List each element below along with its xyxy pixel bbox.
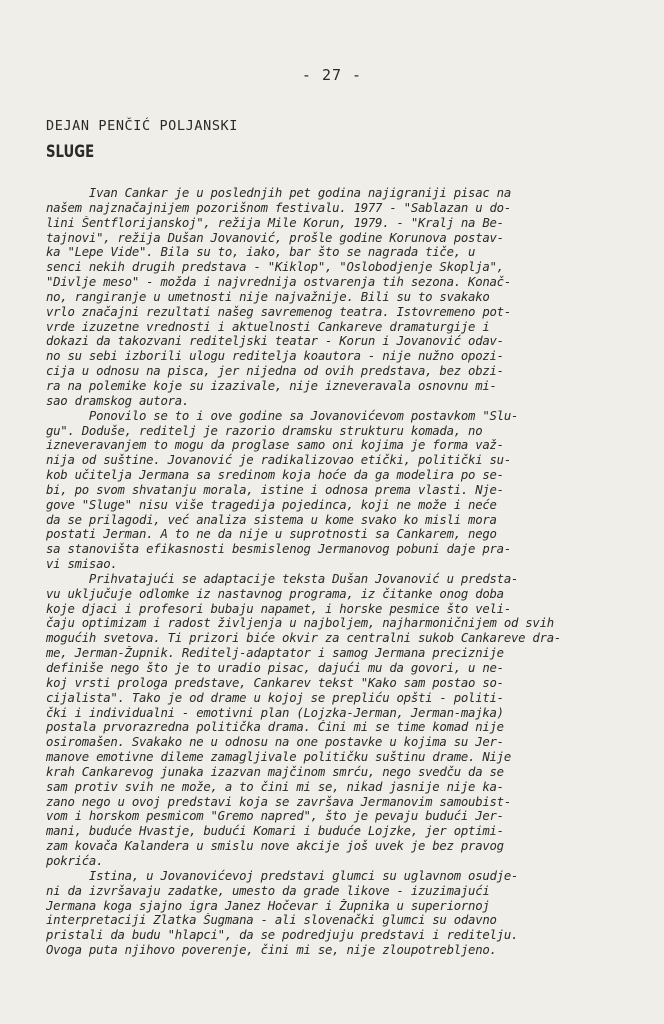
text-line: postala prvorazredna politička drama. Čini mi se time komad nije <box>46 720 504 735</box>
text-line: gu". Doduše, reditelj je razorio dramsku strukturu komada, no <box>46 423 483 438</box>
text-line: definiše nego što je to uradio pisac, dajući mu da govori, u ne- <box>46 661 504 675</box>
text-line: me, Jerman-Župnik. Reditelj-adaptator i samog Jermana preciznije <box>46 646 504 661</box>
text-line: vom i horskom pesmicom "Gremo napred", što je pevaju budući Jer- <box>46 809 504 824</box>
text-line: kob učitelja Jermana sa sredinom koja hoće da ga modelira po se- <box>46 468 504 483</box>
text-line: lini Šentflorijanskoj", režija Mile Korun, 1979. - "Kralj na Be- <box>46 215 504 230</box>
text-line: Prihvatajući se adaptacije teksta Dušan Jovanović u predsta- <box>46 571 519 586</box>
text-line: "Divlje meso" - možda i najvrednija ostvarenja tih sezona. Konač- <box>46 275 511 290</box>
text-line: krah Cankarevog junaka izazvan majčinom smrću, nego svedču da se <box>46 764 504 779</box>
text-line: manove emotivne dileme zamagljivale političku suštinu drame. Nije <box>46 750 511 765</box>
text-line: da se prilagodi, već analiza sistema u kome svako ko misli mora <box>46 512 497 527</box>
text-line: nija od suštine. Jovanović je radikalizovao etički, politički su- <box>46 453 511 468</box>
text-line: senci nekih drugih predstava - "Kiklop", "Oslobodjenje Skoplja", <box>46 260 504 275</box>
text-line: ni da izvršavaju zadatke, umesto da grade likove - izuzimajući <box>46 883 490 898</box>
text-line: Ponovilo se to i ove godine sa Jovanovićevom postavkom "Slu- <box>46 408 519 423</box>
text-line: cijalista". Tako je od drame u kojoj se prepliću opšti - politi- <box>46 690 504 705</box>
text-line: Ovoga puta njihovo poverenje, čini mi se, nije zloupotrebljeno. <box>46 943 497 958</box>
text-line: vu uključuje odlomke iz nastavnog programa, iz čitanke onog doba <box>46 586 504 601</box>
text-line: čki i individualni - emotivni plan (Lojzka-Jerman, Jerman-majka) <box>46 705 504 720</box>
text-line: našem najznačajnijem pozorišnom festivalu. 1977 - "Sablazan u do- <box>46 200 511 215</box>
text-line: dokazi da takozvani rediteljski teatar - Korun i Jovanović odav- <box>46 334 504 349</box>
text-line: cija u odnosu na pisca, jer nijedna od ovih predstava, bez obzi- <box>46 364 504 379</box>
text-line: ra na polemike koje su izazivale, nije izneveravala osnovnu mi- <box>46 378 497 393</box>
text-line: postati Jerman. A to ne da nije u suprotnosti sa Cankarem, nego <box>46 527 497 542</box>
text-line: mogućih svetova. Ti prizori biće okvir za centralni sukob Cankareve dra- <box>46 631 562 646</box>
text-line: interpretaciji Zlatka Šugmana - ali slovenački glumci su odavno <box>46 913 497 928</box>
text-line: koje djaci i profesori bubaju napamet, i horske pesmice što veli- <box>46 601 511 616</box>
article-body <box>46 186 636 958</box>
text-line: zano nego u ovoj predstavi koja se završava Jermanovim samoubist- <box>46 794 511 809</box>
text-line: sao dramskog autora. <box>46 393 190 408</box>
text-line: pristali da budu "hlapci", da se podredjuju predstavi i reditelju. <box>46 928 519 943</box>
text-line: gove "Sluge" nisu više tragedija pojedinca, koji ne može i neće <box>46 497 497 512</box>
text-line: zam kovača Kalandera u smislu nove akcije još uvek je bez pravog <box>46 839 504 854</box>
text-line: Istina, u Jovanovićevoj predstavi glumci su uglavnom osudje- <box>46 868 519 883</box>
text-line: Jermana koga sjajno igra Janez Hočevar i Župnika u superiornoj <box>46 898 490 913</box>
article-title: SLUGE <box>46 142 95 162</box>
text-line: čaju optimizam i radost življenja u najboljem, najharmoničnijem od svih <box>46 616 554 631</box>
text-line: sam protiv svih ne može, a to čini mi se, nikad jasnije nije ka- <box>46 779 504 794</box>
text-line: tajnovi", režija Dušan Jovanović, prošle godine Korunova postav- <box>46 230 504 245</box>
text-line: sa stanovišta efikasnosti besmislenog Jermanovog pobuni daje pra- <box>46 542 511 557</box>
text-line: bi, po svom shvatanju morala, istine i odnosa prema vlasti. Nje- <box>46 482 504 497</box>
text-line: Ivan Cankar je u poslednjih pet godina najigraniji pisac na <box>46 186 511 200</box>
text-line: no, rangiranje u umetnosti nije najvažnije. Bili su to svakako <box>46 289 490 304</box>
text-line: koj vrsti prologa predstave, Cankarev tekst "Kako sam postao so- <box>46 675 504 690</box>
text-line: mani, buduće Hvastje, budući Komari i buduće Lojzke, jer optimi- <box>46 824 504 839</box>
text-line: vi smisao. <box>46 557 118 572</box>
text-line: osiromašen. Svakako ne u odnosu na one postavke u kojima su Jer- <box>46 735 504 750</box>
text-line: pokrića. <box>46 853 104 868</box>
text-line: vrde izuzetne vrednosti i aktuelnosti Cankareve dramaturgije i <box>46 319 490 334</box>
text-line: ka "Lepe Vide". Bila su to, iako, bar što se nagrada tiče, u <box>46 245 476 260</box>
text-line: izneveravanjem to mogu da proglase samo oni kojima je forma važ- <box>46 438 504 453</box>
text-line: no su sebi izborili ulogu reditelja koautora - nije nužno opozi- <box>46 349 504 364</box>
text-line: vrlo značajni rezultati našeg savremenog teatra. Istovremeno pot- <box>46 304 511 319</box>
author-name: DEJAN PENČIĆ POLJANSKI <box>46 118 239 134</box>
page-number: - 27 - <box>301 66 363 84</box>
